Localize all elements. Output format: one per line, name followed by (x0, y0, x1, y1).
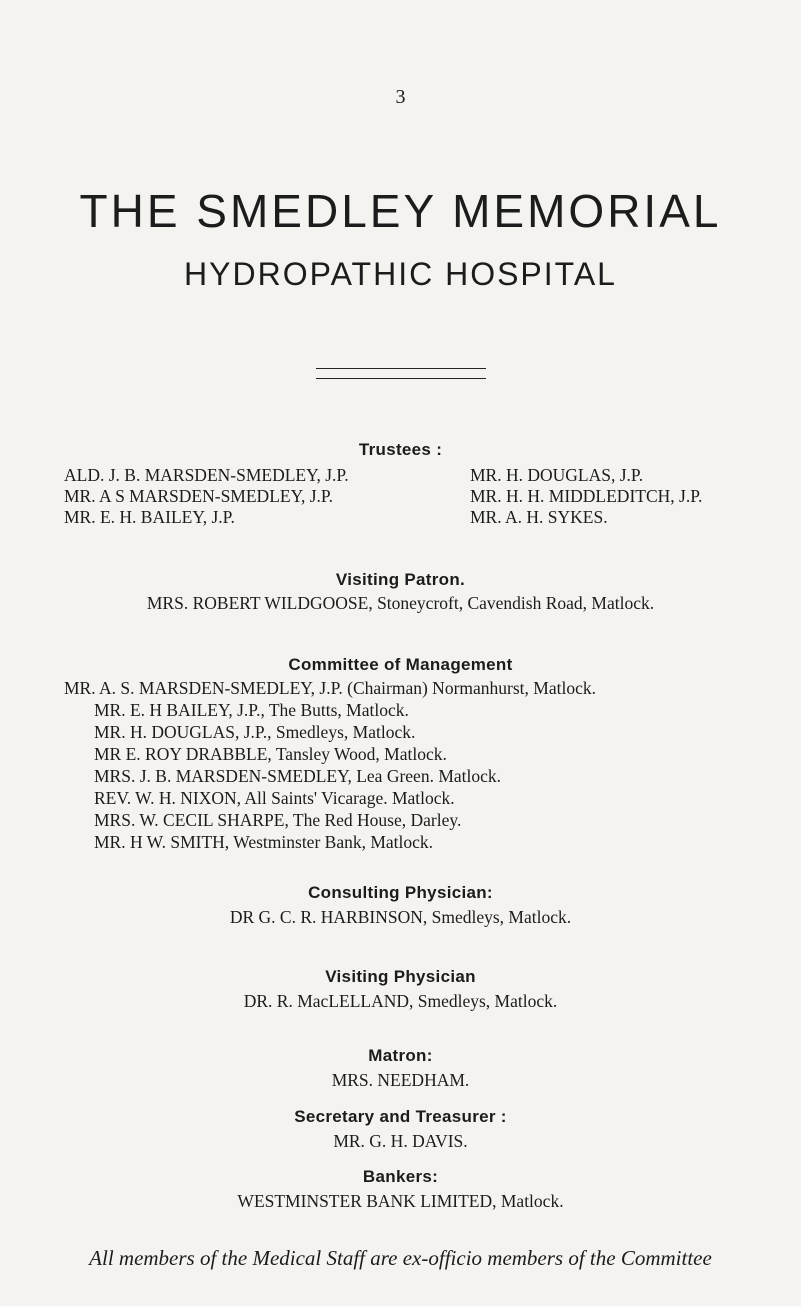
title-line-1: THE SMEDLEY MEMORIAL (79, 185, 722, 237)
matron-entry: MRS. NEEDHAM. (331, 1070, 470, 1090)
consulting-physician-heading: Consulting Physician: (308, 883, 493, 902)
footer-note: All members of the Medical Staff are ex-officio members of the Committee (89, 1246, 712, 1270)
secretary-heading: Secretary and Treasurer : (294, 1107, 507, 1126)
committee-member-5: MRS. J. B. MARSDEN-SMEDLEY, Lea Green. Matlock. (94, 766, 502, 786)
secretary-entry: MR. G. H. DAVIS. (333, 1131, 468, 1151)
committee-member-8: MR. H W. SMITH, Westminster Bank, Matlock. (94, 832, 434, 852)
trustee-left-2: MR. A S MARSDEN-SMEDLEY, J.P. (64, 486, 334, 506)
committee-member-6: REV. W. H. NIXON, All Saints' Vicarage. Matlock. (94, 788, 455, 808)
committee-member-1: MR. A. S. MARSDEN-SMEDLEY, J.P. (Chairman) Normanhurst, Matlock. (64, 678, 596, 698)
trustee-left-1: ALD. J. B. MARSDEN-SMEDLEY, J.P. (64, 465, 349, 485)
committee-member-7: MRS. W. CECIL SHARPE, The Red House, Darley. (94, 810, 462, 830)
bankers-heading: Bankers: (362, 1167, 439, 1186)
committee-member-3: MR. H. DOUGLAS, J.P., Smedleys, Matlock. (94, 722, 416, 742)
trustee-right-2: MR. H. H. MIDDLEDITCH, J.P. (470, 486, 703, 506)
title-line-2: HYDROPATHIC HOSPITAL (184, 256, 617, 292)
visiting-patron-heading: Visiting Patron. (335, 570, 466, 589)
visiting-patron-entry: MRS. ROBERT WILDGOOSE, Stoneycroft, Cavendish Road, Matlock. (146, 593, 655, 613)
committee-member-4: MR E. ROY DRABBLE, Tansley Wood, Matlock. (94, 744, 447, 764)
committee-heading: Committee of Management (288, 655, 513, 674)
page-number: 3 (395, 86, 406, 108)
trustee-right-3: MR. A. H. SYKES. (470, 507, 608, 527)
visiting-physician-heading: Visiting Physician (325, 967, 476, 986)
trustees-heading: Trustees : (358, 440, 443, 459)
consulting-physician-entry: DR G. C. R. HARBINSON, Smedleys, Matlock. (229, 907, 572, 927)
bankers-entry: WESTMINSTER BANK LIMITED, Matlock. (237, 1191, 564, 1211)
visiting-physician-entry: DR. R. MacLELLAND, Smedleys, Matlock. (243, 991, 558, 1011)
trustee-right-1: MR. H. DOUGLAS, J.P. (470, 465, 644, 485)
matron-heading: Matron: (368, 1046, 433, 1065)
committee-member-2: MR. E. H BAILEY, J.P., The Butts, Matlock. (94, 700, 409, 720)
trustee-left-3: MR. E. H. BAILEY, J.P. (64, 507, 235, 527)
double-rule-divider (316, 368, 486, 379)
